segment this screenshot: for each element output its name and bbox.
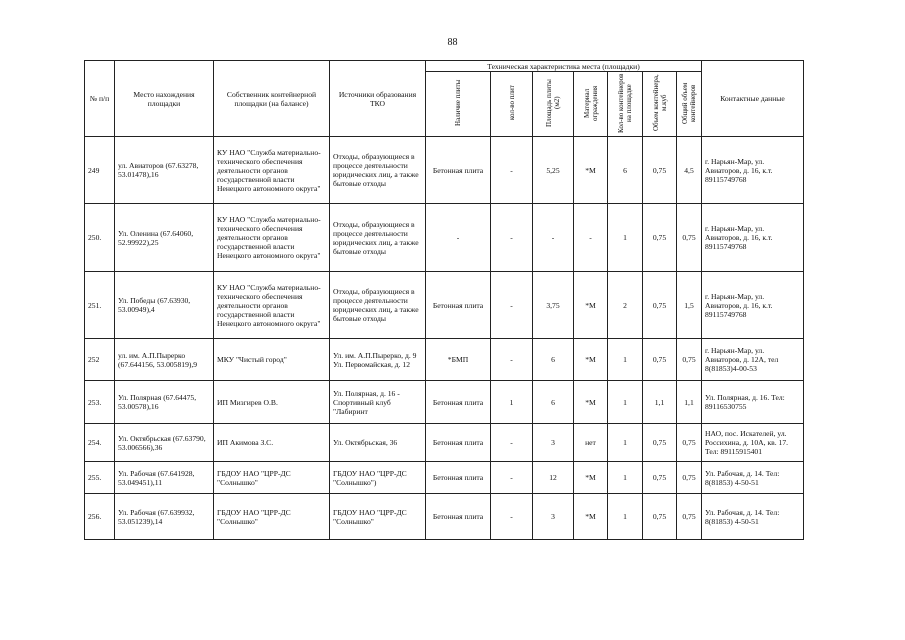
row-area: 12 (533, 462, 574, 494)
row-area: 3,75 (533, 272, 574, 339)
header-row (85, 61, 804, 72)
row-contacts: г. Нарьян-Мар, ул. Авиаторов, д. 12А, тел 8(81853)4-00-53 (702, 339, 804, 381)
row-containers: 1 (608, 462, 643, 494)
header-sources: Источники образования ТКО (330, 61, 426, 137)
row-volume: 0,75 (643, 424, 677, 462)
row-fence: *М (574, 137, 608, 204)
table-row (85, 381, 804, 424)
row-contacts: г. Нарьян-Мар, ул. Авиаторов, д. 16, к.т. 89115749768 (702, 272, 804, 339)
row-total: 4,5 (677, 137, 702, 204)
row-fence: *М (574, 339, 608, 381)
row-location: Ул. Октябрьская (67.63790, 53.006566),36 (115, 424, 214, 462)
row-location: ул. Авиаторов (67.63278, 53.01478),16 (115, 137, 214, 204)
row-num: 250. (85, 204, 115, 272)
row-plate-count: - (491, 462, 533, 494)
row-volume: 0,75 (643, 204, 677, 272)
row-containers: 2 (608, 272, 643, 339)
row-sources: Отходы, образующиеся в процессе деятельности юридических лиц, а также бытовые отходы (330, 137, 426, 204)
row-num: 249 (85, 137, 115, 204)
row-contacts: Ул. Рабочая, д. 14. Тел: 8(81853) 4-50-51 (702, 462, 804, 494)
header-contacts: Контактные данные (702, 61, 804, 137)
row-owner: ИП Акимова З.С. (214, 424, 330, 462)
header-location: Место нахождения площадки (115, 61, 214, 137)
row-location: Ул. Оленина (67.64060, 52.99922),25 (115, 204, 214, 272)
row-plate-count: - (491, 204, 533, 272)
row-fence: *М (574, 272, 608, 339)
row-sources: Отходы, образующиеся в процессе деятельности юридических лиц, а также бытовые отходы (330, 272, 426, 339)
header-area: Площадь плиты (м2) (545, 79, 561, 127)
row-plate-count: - (491, 339, 533, 381)
row-location: ул. им. А.П.Пырерко (67.644156, 53.005819),9 (115, 339, 214, 381)
row-plate: Бетонная плита (426, 381, 491, 424)
row-plate: Бетонная плита (426, 272, 491, 339)
row-owner: КУ НАО "Служба материально-технического обеспечения деятельности органов государственной власти Ненецкого автономного округа" (214, 272, 330, 339)
row-volume: 0,75 (643, 462, 677, 494)
table-row (85, 424, 804, 462)
row-location: Ул. Полярная (67.64475, 53.00578),16 (115, 381, 214, 424)
row-num: 253. (85, 381, 115, 424)
row-area: 6 (533, 339, 574, 381)
header-containers: Кол-во контейнеров на площадке (617, 73, 633, 133)
header-tech: Техническая характеристика места (площадки) (426, 61, 702, 72)
row-plate-count: - (491, 272, 533, 339)
row-sources: ГБДОУ НАО "ЦРР-ДС "Солнышко" (330, 494, 426, 540)
row-fence: нет (574, 424, 608, 462)
page-number: 88 (447, 37, 458, 48)
row-plate: Бетонная плита (426, 462, 491, 494)
row-num: 252 (85, 339, 115, 381)
row-sources: Ул. Полярная, д. 16 - Спортивный клуб "Лабиринт (330, 381, 426, 424)
table-row (85, 272, 804, 339)
row-fence: - (574, 204, 608, 272)
row-total: 1,1 (677, 381, 702, 424)
row-volume: 0,75 (643, 137, 677, 204)
table-row (85, 137, 804, 204)
row-volume: 0,75 (643, 272, 677, 339)
row-total: 0,75 (677, 494, 702, 540)
row-contacts: Ул. Рабочая, д. 14. Тел: 8(81853) 4-50-51 (702, 494, 804, 540)
row-location: Ул. Рабочая (67.639932, 53.051239),14 (115, 494, 214, 540)
row-area: 5,25 (533, 137, 574, 204)
row-fence: *М (574, 381, 608, 424)
row-plate-count: - (491, 494, 533, 540)
row-total: 1,5 (677, 272, 702, 339)
row-location: Ул. Рабочая (67.641928, 53.049451),11 (115, 462, 214, 494)
row-total: 0,75 (677, 462, 702, 494)
row-num: 255. (85, 462, 115, 494)
row-area: 3 (533, 494, 574, 540)
table-row (85, 462, 804, 494)
table-row (85, 204, 804, 272)
row-containers: 1 (608, 339, 643, 381)
row-volume: 0,75 (643, 339, 677, 381)
row-total: 0,75 (677, 424, 702, 462)
row-containers: 1 (608, 204, 643, 272)
row-num: 251. (85, 272, 115, 339)
row-total: 0,75 (677, 204, 702, 272)
header-plate: Наличие плиты (454, 79, 462, 127)
row-fence: *М (574, 462, 608, 494)
row-containers: 1 (608, 381, 643, 424)
row-plate: - (426, 204, 491, 272)
header-total: Общий объем контейнеров (681, 82, 697, 124)
row-containers: 6 (608, 137, 643, 204)
row-volume: 1,1 (643, 381, 677, 424)
row-containers: 1 (608, 424, 643, 462)
row-plate-count: - (491, 137, 533, 204)
row-sources: Ул. им. А.П.Пырерко, д. 9 Ул. Первомайская, д. 12 (330, 339, 426, 381)
table-row (85, 339, 804, 381)
row-owner: ИП Мизгирев О.В. (214, 381, 330, 424)
row-volume: 0,75 (643, 494, 677, 540)
row-location: Ул. Победы (67.63930, 53.00949),4 (115, 272, 214, 339)
row-plate: *БМП (426, 339, 491, 381)
row-plate: Бетонная плита (426, 424, 491, 462)
row-fence: *М (574, 494, 608, 540)
row-owner: КУ НАО "Служба материально-технического обеспечения деятельности органов государственной власти Ненецкого автономного округа" (214, 204, 330, 272)
header-num: № п/п (85, 61, 115, 137)
row-sources: Отходы, образующиеся в процессе деятельности юридических лиц, а также бытовые отходы (330, 204, 426, 272)
header-volume: Объем контейнера, м.куб (651, 74, 668, 132)
waste-sites-table (84, 60, 804, 540)
row-contacts: НАО, пос. Искателей, ул. Россихина, д. 10А, кв. 17. Тел: 89115915401 (702, 424, 804, 462)
row-num: 256. (85, 494, 115, 540)
row-num: 254. (85, 424, 115, 462)
header-plate-count: кол-во плит (507, 85, 516, 121)
row-owner: МКУ "Чистый город" (214, 339, 330, 381)
row-plate: Бетонная плита (426, 494, 491, 540)
row-owner: ГБДОУ НАО "ЦРР-ДС "Солнышко" (214, 494, 330, 540)
row-owner: КУ НАО "Служба материально-технического обеспечения деятельности органов государственной власти Ненецкого автономного округа" (214, 137, 330, 204)
row-containers: 1 (608, 494, 643, 540)
row-sources: ГБДОУ НАО "ЦРР-ДС "Солнышко") (330, 462, 426, 494)
row-area: 6 (533, 381, 574, 424)
row-owner: ГБДОУ НАО "ЦРР-ДС "Солнышко" (214, 462, 330, 494)
row-contacts: Ул. Полярная, д. 16. Тел: 89116530755 (702, 381, 804, 424)
row-plate-count: 1 (491, 381, 533, 424)
header-fence: Материал ограждения (582, 85, 599, 121)
row-area: 3 (533, 424, 574, 462)
row-sources: Ул. Октябрьская, 36 (330, 424, 426, 462)
row-contacts: г. Нарьян-Мар, ул. Авиаторов, д. 16, к.т. 89115749768 (702, 204, 804, 272)
header-owner: Собственник контейнерной площадки (на балансе) (214, 61, 330, 137)
row-contacts: г. Нарьян-Мар, ул. Авиаторов, д. 16, к.т. 89115749768 (702, 137, 804, 204)
row-area: - (533, 204, 574, 272)
row-plate-count: - (491, 424, 533, 462)
row-total: 0,75 (677, 339, 702, 381)
row-plate: Бетонная плита (426, 137, 491, 204)
table-row (85, 494, 804, 540)
